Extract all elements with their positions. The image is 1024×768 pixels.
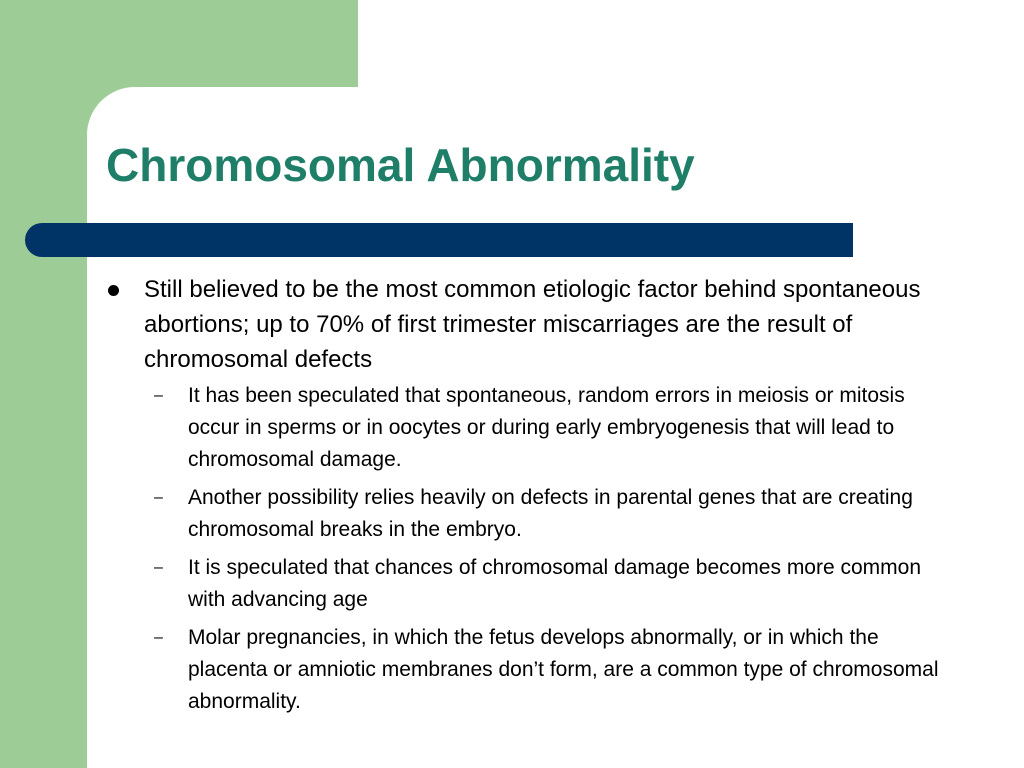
dash-icon: – <box>154 387 163 404</box>
sub-bullet-text: Another possibility relies heavily on defects in parental genes that are creating chromosomal breaks in the embryo. <box>188 486 913 541</box>
bullet-item <box>106 272 944 377</box>
slide-title: Chromosomal Abnormality <box>106 139 695 191</box>
sub-bullet-text: It has been speculated that spontaneous, random errors in meiosis or mitosis occur in sperms or in oocytes or during early embryogenesis that will lead to chromosomal damage. <box>188 384 905 471</box>
sub-bullet-item <box>106 380 948 476</box>
dash-icon: – <box>154 559 163 576</box>
title-underline-bar <box>25 223 853 257</box>
sub-bullet-item <box>106 622 948 718</box>
sub-bullet-text: Molar pregnancies, in which the fetus develops abnormally, or in which the placenta or amniotic membranes don’t form, are a common type of chromosomal abnormality. <box>188 626 939 713</box>
bullet-text: Still believed to be the most common etiologic factor behind spontaneous abortions; up to 70% of first trimester miscarriages are the result of chromosomal defects <box>144 276 921 373</box>
sub-bullet-list <box>106 380 976 718</box>
dash-icon: – <box>154 629 163 646</box>
dash-icon: – <box>154 489 163 506</box>
bullet-dot-icon <box>108 285 119 296</box>
slide-body <box>106 272 976 724</box>
sub-bullet-item <box>106 552 948 616</box>
sub-bullet-item <box>106 482 948 546</box>
sub-bullet-text: It is speculated that chances of chromosomal damage becomes more common with advancing age <box>188 556 922 611</box>
